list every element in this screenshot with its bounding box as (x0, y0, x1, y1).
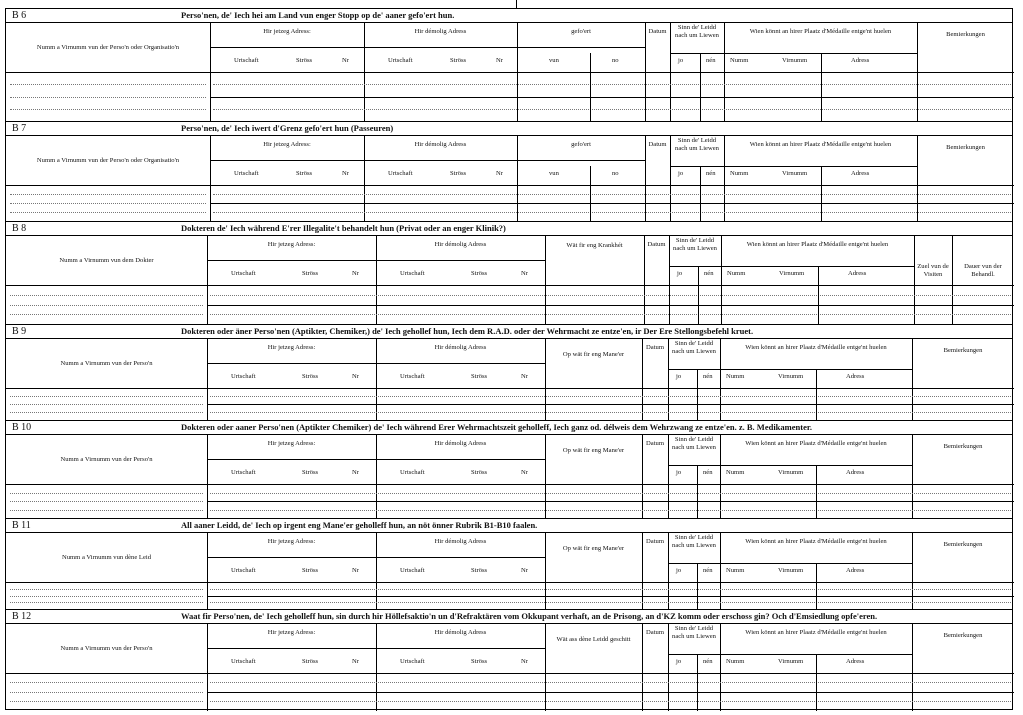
alive-header: Sinn de' Leidd nach um Liewen (672, 625, 716, 640)
dotted-entry-line (10, 404, 203, 405)
section-code: B 8 (12, 223, 27, 234)
dotted-entry-line (10, 194, 206, 195)
gefoert-subheader-divider (517, 160, 645, 161)
medal-split (816, 369, 817, 421)
medal-adress-label: Adress (851, 57, 870, 64)
manner-header: Op wät fir eng Mane'er (562, 447, 625, 454)
alive-subheader-divider (669, 266, 721, 267)
alive-header: Sinn de' Leidd nach um Liewen (672, 340, 716, 355)
current-address-subheader-divider (210, 47, 364, 48)
dotted-entry-line (210, 589, 1011, 590)
section-code: B 9 (12, 326, 27, 337)
current-address-subheader-divider (207, 459, 376, 460)
former-address-header: Hir démolig Adress (434, 538, 487, 545)
alive-subheader-divider (668, 563, 720, 564)
column-divider (545, 339, 546, 421)
header-body-separator (6, 185, 1014, 186)
dotted-entry-line (10, 396, 203, 397)
alive-subheader-divider (670, 166, 724, 167)
column-divider (668, 339, 669, 421)
current-address-urtschaft-label: Urtschaft (231, 270, 256, 277)
header-body-separator (6, 484, 1014, 485)
former-address-stross-label: Ströss (471, 373, 488, 380)
column-divider (724, 136, 725, 222)
alive-subheader-divider (668, 654, 720, 655)
medal-adress-label: Adress (846, 658, 865, 665)
alive-nen-label: nén (704, 270, 714, 277)
medal-split (821, 166, 822, 222)
current-address-nr-label: Nr (352, 270, 359, 277)
name-column-header: Numm a Virnumm vun der Perso'n (60, 360, 153, 367)
medal-numm-label: Numm (726, 567, 745, 574)
current-address-header: Hir jetzeg Adress: (267, 241, 316, 248)
former-address-urtschaft-label: Urtschaft (400, 469, 425, 476)
medal-split (816, 465, 817, 519)
medal-recipient-header: Wien könnt an hirer Plaatz d'Médaille entge'nt huelen (745, 440, 887, 447)
former-address-header: Hir démolig Adress (414, 28, 467, 35)
datum-header: Datum (646, 629, 664, 636)
former-address-subheader-divider (364, 160, 517, 161)
medal-recipient-header: Wien könnt an hirer Plaatz d'Médaille entge'nt huelen (745, 629, 887, 636)
medal-numm-label: Numm (727, 270, 746, 277)
alive-nen-label: nén (706, 170, 716, 177)
current-address-stross-label: Ströss (302, 270, 319, 277)
medal-split (816, 563, 817, 610)
datum-header: Datum (646, 538, 664, 545)
former-address-urtschaft-label: Urtschaft (388, 170, 413, 177)
dotted-entry-line (210, 412, 1011, 413)
former-address-nr-label: Nr (521, 373, 528, 380)
remarks-header: Bemierkungen (943, 347, 983, 354)
column-divider (668, 624, 669, 711)
dotted-entry-line (213, 84, 1011, 85)
remarks-header: Bemierkungen (943, 541, 983, 548)
former-address-stross-label: Ströss (471, 270, 488, 277)
alive-header: Sinn de' Leidd nach um Liewen (672, 534, 716, 549)
dotted-entry-line (210, 493, 1011, 494)
column-divider (376, 236, 377, 325)
former-address-stross-label: Ströss (471, 658, 488, 665)
alive-jo-label: jo (678, 57, 684, 64)
section-code: B 10 (12, 422, 32, 433)
datum-header: Datum (648, 141, 667, 148)
alive-split (698, 266, 699, 325)
former-address-nr-label: Nr (521, 469, 528, 476)
former-address-subheader-divider (376, 557, 545, 558)
illness-header: Wät fir eng Krankhét (566, 242, 623, 249)
former-address-urtschaft-label: Urtschaft (388, 57, 413, 64)
alive-split (697, 465, 698, 519)
column-divider (545, 624, 546, 711)
column-divider (952, 236, 953, 325)
dotted-entry-line (10, 596, 203, 597)
section-b-12 (5, 609, 1013, 710)
current-address-header: Hir jetzeg Adress: (263, 28, 311, 35)
dotted-entry-line (10, 589, 203, 590)
column-divider (720, 435, 721, 519)
medal-recipient-header: Wien könnt an hirer Plaatz d'Médaille entge'nt huelen (745, 344, 887, 351)
header-body-separator (6, 388, 1014, 389)
medal-virnumm-label: Virnumm (782, 170, 808, 177)
dotted-entry-line (210, 295, 1011, 296)
alive-split (697, 369, 698, 421)
current-address-nr-label: Nr (342, 170, 349, 177)
current-address-subheader-divider (210, 160, 364, 161)
dotted-entry-line (10, 602, 203, 603)
gefoert-no-label: no (612, 170, 619, 177)
medal-split (821, 53, 822, 122)
alive-header: Sinn de' Leidd nach um Liewen (673, 237, 717, 252)
medal-virnumm-label: Virnumm (778, 658, 804, 665)
current-address-nr-label: Nr (352, 373, 359, 380)
medal-adress-label: Adress (851, 170, 870, 177)
section-header (6, 325, 1012, 339)
dotted-entry-line (10, 295, 203, 296)
current-address-stross-label: Ströss (302, 373, 319, 380)
section-title: Waat fir Perso'nen, de' Iech geholleff hun, sin durch hir Höllefsaktio'n un d'Refraktären vom Okkupant verhaft, an de Prisong, an d'KZ komm oder erschoss gin? Och d'Emsiedlung opfe'eren. (181, 611, 878, 621)
former-address-urtschaft-label: Urtschaft (400, 658, 425, 665)
gefoert-subheader-divider (517, 47, 645, 48)
column-divider (914, 236, 915, 325)
current-address-subheader-divider (207, 260, 376, 261)
column-divider (720, 624, 721, 711)
alive-subheader-divider (668, 465, 720, 466)
current-address-header: Hir jetzeg Adress: (267, 629, 316, 636)
medal-virnumm-label: Virnumm (778, 469, 804, 476)
section-header (6, 421, 1012, 435)
current-address-urtschaft-label: Urtschaft (234, 57, 259, 64)
column-divider (642, 624, 643, 711)
alive-split (700, 53, 701, 122)
column-divider (668, 435, 669, 519)
alive-split (697, 654, 698, 711)
column-divider (721, 236, 722, 325)
gefoert-no-label: no (612, 57, 619, 64)
former-address-header: Hir démolig Adress (434, 241, 487, 248)
section-b-10 (5, 420, 1013, 518)
section-b-9 (5, 324, 1013, 420)
name-column-header: Numm a Virnumm vun dem Dokter (59, 257, 154, 264)
former-address-subheader-divider (364, 47, 517, 48)
dotted-entry-line (10, 314, 203, 315)
datum-header: Datum (648, 28, 667, 35)
former-address-nr-label: Nr (521, 658, 528, 665)
former-address-header: Hir démolig Adress (434, 440, 487, 447)
medal-split (818, 266, 819, 325)
dotted-entry-line (10, 212, 206, 213)
gefoert-vun-label: vun (549, 57, 559, 64)
section-header (6, 610, 1012, 624)
dotted-entry-line (10, 682, 203, 683)
medal-recipient-header: Wien könnt an hirer Plaatz d'Médaille entge'nt huelen (749, 28, 892, 35)
dotted-entry-line (10, 97, 206, 98)
former-address-stross-label: Ströss (450, 170, 467, 177)
former-address-nr-label: Nr (496, 57, 503, 64)
section-title: Perso'nen, de' Iech iwert d'Grenz gefo'ert hun (Passeuren) (181, 123, 394, 133)
former-address-urtschaft-label: Urtschaft (400, 567, 425, 574)
gefoert-split (590, 166, 591, 222)
remarks-header: Bemierkungen (946, 144, 985, 151)
section-b-8 (5, 221, 1013, 324)
name-column-header: Numm a Virnumm vun der Perso'n (60, 645, 153, 652)
alive-split (700, 166, 701, 222)
gefoert-header: gefo'ert (571, 141, 591, 148)
gefoert-vun-label: vun (549, 170, 559, 177)
header-body-separator (6, 285, 1014, 286)
column-divider (644, 236, 645, 325)
current-address-stross-label: Ströss (296, 57, 313, 64)
name-column-header: Numm a Virnumm vun der Perso'n oder Organisatio'n (36, 157, 180, 164)
current-address-stross-label: Ströss (302, 658, 319, 665)
body-row-divider (207, 596, 1014, 597)
current-address-stross-label: Ströss (296, 170, 313, 177)
former-address-urtschaft-label: Urtschaft (400, 270, 425, 277)
section-code: B 7 (12, 123, 27, 134)
section-code: B 6 (12, 10, 27, 21)
dotted-entry-line (213, 212, 1011, 213)
alive-jo-label: jo (678, 170, 684, 177)
dotted-entry-line (210, 701, 1011, 702)
section-b-7 (5, 121, 1013, 221)
former-address-header: Hir démolig Adress (434, 344, 487, 351)
dotted-entry-line (210, 602, 1011, 603)
alive-jo-label: jo (677, 270, 683, 277)
medal-numm-label: Numm (726, 469, 745, 476)
medal-virnumm-label: Virnumm (778, 373, 804, 380)
body-row-divider (207, 692, 1014, 693)
name-column-header: Numm a Virnumm vun dène Leid (61, 554, 152, 561)
dotted-entry-line (210, 682, 1011, 683)
section-title: Dokteren de' Iech während E'rer Illegalite't behandelt hun (Privat oder an enger Klinik?) (181, 223, 506, 233)
alive-subheader-divider (668, 369, 720, 370)
former-address-stross-label: Ströss (471, 567, 488, 574)
former-address-subheader-divider (376, 648, 545, 649)
alive-subheader-divider (670, 53, 724, 54)
dotted-entry-line (10, 412, 203, 413)
section-code: B 11 (12, 520, 31, 531)
column-divider (720, 533, 721, 610)
dotted-entry-line (10, 305, 203, 306)
dotted-entry-line (210, 396, 1011, 397)
column-divider (207, 624, 208, 711)
medal-recipient-header: Wien könnt an hirer Plaatz d'Médaille entge'nt huelen (745, 538, 887, 545)
datum-header: Datum (646, 440, 664, 447)
section-header (6, 519, 1012, 533)
dotted-entry-line (10, 203, 206, 204)
current-address-urtschaft-label: Urtschaft (231, 373, 256, 380)
former-address-nr-label: Nr (496, 170, 503, 177)
former-address-header: Hir démolig Adress (414, 141, 467, 148)
manner-header: Wät ass dène Leidd geschitt (556, 636, 631, 643)
current-address-nr-label: Nr (352, 469, 359, 476)
alive-jo-label: jo (676, 567, 682, 574)
column-divider (720, 339, 721, 421)
alive-header: Sinn de' Leidd nach um Liewen (672, 436, 716, 451)
manner-header: Op wät fir eng Mane'er (562, 351, 625, 358)
former-address-subheader-divider (376, 459, 545, 460)
current-address-urtschaft-label: Urtschaft (231, 567, 256, 574)
dotted-entry-line (210, 314, 1011, 315)
medal-adress-label: Adress (846, 567, 865, 574)
current-address-header: Hir jetzeg Adress: (267, 344, 316, 351)
header-body-separator (6, 582, 1014, 583)
body-row-divider (207, 404, 1014, 405)
medal-virnumm-label: Virnumm (782, 57, 808, 64)
alive-nen-label: nén (706, 57, 716, 64)
medal-split (816, 654, 817, 711)
section-header (6, 122, 1012, 136)
body-row-divider (210, 203, 1014, 204)
dotted-entry-line (213, 109, 1011, 110)
dotted-entry-line (10, 109, 206, 110)
current-address-stross-label: Ströss (302, 567, 319, 574)
alive-header: Sinn de' Leidd nach um Liewen (675, 24, 719, 39)
datum-header: Datum (646, 344, 664, 351)
current-address-subheader-divider (207, 363, 376, 364)
medal-numm-label: Numm (726, 658, 745, 665)
alive-nen-label: nén (703, 469, 713, 476)
datum-header: Datum (647, 241, 666, 248)
column-divider (669, 236, 670, 325)
section-b-6 (5, 8, 1013, 121)
medal-numm-label: Numm (726, 373, 745, 380)
name-column-header: Numm a Virnumm vun der Perso'n (60, 456, 153, 463)
current-address-nr-label: Nr (342, 57, 349, 64)
column-divider (670, 136, 671, 222)
current-address-nr-label: Nr (352, 567, 359, 574)
dotted-entry-line (10, 701, 203, 702)
column-divider (376, 624, 377, 711)
medal-adress-label: Adress (846, 469, 865, 476)
current-address-urtschaft-label: Urtschaft (234, 170, 259, 177)
remarks-header: Bemierkungen (943, 632, 983, 639)
dotted-entry-line (213, 194, 1011, 195)
medal-virnumm-label: Virnumm (778, 567, 804, 574)
dotted-entry-line (10, 510, 203, 511)
section-title: Perso'nen, de' Iech hei am Land vun enger Stopp op de' aaner gefo'ert hun. (181, 10, 455, 20)
current-address-subheader-divider (207, 557, 376, 558)
medal-numm-label: Numm (730, 57, 749, 64)
former-address-urtschaft-label: Urtschaft (400, 373, 425, 380)
medal-adress-label: Adress (848, 270, 867, 277)
former-address-nr-label: Nr (521, 567, 528, 574)
section-b-11 (5, 518, 1013, 609)
section-title: Dokteren oder aaner Perso'nen (Aptikter Chemiker) de' Iech während Erer Wehrmachtszeit geholleff, Iech ganz od. délweis dem Wehrzwang ze entze'en. z. B. Medikamenter. (181, 422, 812, 432)
gefoert-split (590, 53, 591, 122)
current-address-header: Hir jetzeg Adress: (267, 538, 316, 545)
former-address-nr-label: Nr (521, 270, 528, 277)
column-divider (545, 533, 546, 610)
gefoert-header: gefo'ert (571, 28, 591, 35)
section-code: B 12 (12, 611, 32, 622)
name-column-header: Numm a Virnumm vun der Perso'n oder Organisatio'n (36, 44, 180, 51)
dotted-entry-line (210, 510, 1011, 511)
dotted-entry-line (10, 84, 206, 85)
section-header (6, 9, 1012, 23)
alive-header: Sinn de' Leidd nach um Liewen (675, 137, 719, 152)
current-address-nr-label: Nr (352, 658, 359, 665)
alive-nen-label: nén (703, 373, 713, 380)
current-address-header: Hir jetzeg Adress: (267, 440, 316, 447)
current-address-stross-label: Ströss (302, 469, 319, 476)
medal-adress-label: Adress (846, 373, 865, 380)
alive-nen-label: nén (703, 658, 713, 665)
top-tick-mark (516, 0, 517, 8)
column-divider (207, 236, 208, 325)
dotted-entry-line (10, 501, 203, 502)
current-address-subheader-divider (207, 648, 376, 649)
medal-recipient-header: Wien könnt an hirer Plaatz d'Médaille entge'nt huelen (749, 141, 892, 148)
medal-numm-label: Numm (730, 170, 749, 177)
body-row-divider (207, 305, 1014, 306)
alive-nen-label: nén (703, 567, 713, 574)
current-address-urtschaft-label: Urtschaft (231, 658, 256, 665)
former-address-stross-label: Ströss (471, 469, 488, 476)
current-address-urtschaft-label: Urtschaft (231, 469, 256, 476)
remarks-header: Bemierkungen (946, 31, 985, 38)
header-body-separator (6, 673, 1014, 674)
dotted-entry-line (10, 692, 203, 693)
current-address-header: Hir jetzeg Adress: (263, 141, 311, 148)
former-address-stross-label: Ströss (450, 57, 467, 64)
dotted-entry-line (10, 493, 203, 494)
treatment-duration-header: Dauer vun der Behandl. (964, 263, 1002, 278)
section-title: Dokteren oder äner Perso'nen (Aptikter, Chemiker,) de' Iech gehollef hun, Iech dem R.A.D. oder der Wehrmacht ze entze'en, ir Der Ere Stellongsbefehl kruet. (181, 326, 754, 336)
medal-recipient-header: Wien könnt an hirer Plaatz d'Médaille entge'nt huelen (746, 241, 889, 248)
header-body-separator (6, 72, 1014, 73)
alive-jo-label: jo (676, 469, 682, 476)
column-divider (668, 533, 669, 610)
remarks-header: Bemierkungen (943, 443, 983, 450)
former-address-subheader-divider (376, 363, 545, 364)
section-title: All aaner Leidd, de' Iech op irgent eng Mane'er geholleff hun, an nöt önner Rubrik B1-B10 faalen. (181, 520, 538, 530)
former-address-header: Hir démolig Adress (434, 629, 487, 636)
medal-virnumm-label: Virnumm (779, 270, 805, 277)
column-divider (545, 435, 546, 519)
section-header (6, 222, 1012, 236)
body-row-divider (207, 501, 1014, 502)
manner-header: Op wät fir eng Mane'er (562, 545, 625, 552)
former-address-subheader-divider (376, 260, 545, 261)
alive-split (697, 563, 698, 610)
visits-count-header: Zuel vun de Visiten (917, 263, 949, 278)
body-row-divider (210, 97, 1014, 98)
alive-jo-label: jo (676, 658, 682, 665)
alive-jo-label: jo (676, 373, 682, 380)
